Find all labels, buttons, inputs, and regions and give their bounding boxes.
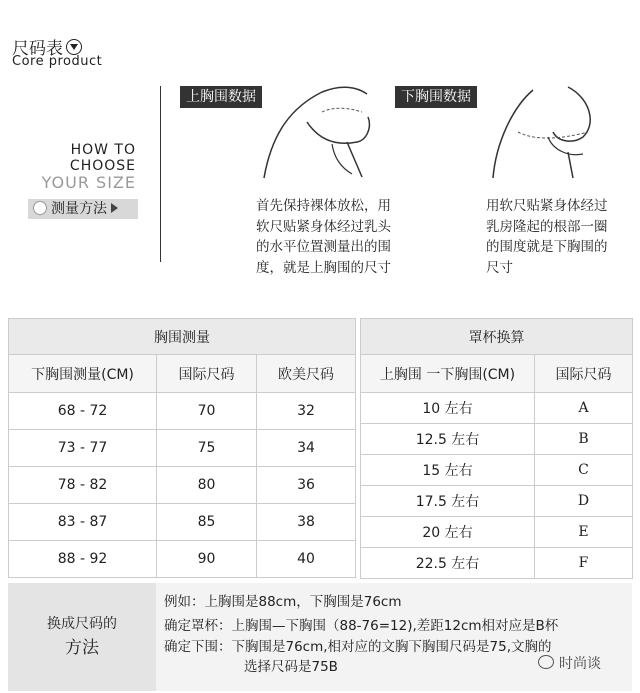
lower-bust-tag: 下胸围数据 xyxy=(395,86,477,108)
howto-line-3: YOUR SIZE xyxy=(41,173,136,192)
tape-icon xyxy=(33,201,47,215)
howto-line-1: HOW TO xyxy=(70,142,136,158)
table-row: 78 - 82 80 36 xyxy=(9,467,356,504)
table-row: 17.5 左右 D xyxy=(361,486,633,517)
column-header: 国际尺码 xyxy=(157,355,257,393)
table-title: 胸围测量 xyxy=(9,319,356,355)
upper-bust-tag: 上胸围数据 xyxy=(180,86,262,108)
upper-bust-illustration xyxy=(262,82,382,182)
lower-bust-desc: 用软尺贴紧身体经过 乳房隆起的根部一圈 的围度就是下胸围的 尺寸 xyxy=(486,198,608,276)
method-line: 选择尺码是75B xyxy=(244,659,338,675)
column-header: 国际尺码 xyxy=(535,355,633,393)
method-line: 确定下围：下胸围是76cm,相对应的文胸下胸围尺码是75,文胸的 xyxy=(164,639,552,655)
column-header: 欧美尺码 xyxy=(257,355,356,393)
arrow-right-icon xyxy=(111,203,118,213)
column-header: 下胸围测量(CM) xyxy=(9,355,157,393)
watermark: 时尚谈 xyxy=(538,653,601,673)
table-row: 22.5 左右 F xyxy=(361,548,633,579)
cup-conversion-table xyxy=(360,318,633,579)
table-row: 83 - 87 85 38 xyxy=(9,504,356,541)
column-header: 上胸围 一下胸围(CM) xyxy=(361,355,535,393)
bust-measure-table xyxy=(8,318,356,578)
page-subtitle: Core product xyxy=(12,54,103,69)
method-line: 例如：上胸围是88cm，下胸围是76cm xyxy=(164,594,402,610)
method-label: 换成尺码的 方法 xyxy=(8,583,156,691)
method-line: 确定罩杯：上胸围—下胸围（88-76=12),差距12cm相对应是B杯 xyxy=(164,618,559,634)
page-title: 尺码表 xyxy=(12,34,82,59)
table-row: 88 - 92 90 40 xyxy=(9,541,356,578)
table-row: 73 - 77 75 34 xyxy=(9,430,356,467)
table-title: 罩杯换算 xyxy=(361,319,633,355)
table-row: 20 左右 E xyxy=(361,517,633,548)
table-row: 10 左右 A xyxy=(361,393,633,424)
measure-method-label: 测量方法 xyxy=(28,199,138,219)
table-row: 15 左右 C xyxy=(361,455,633,486)
chevron-down-icon xyxy=(66,39,82,55)
table-row: 12.5 左右 B xyxy=(361,424,633,455)
howto-line-2: CHOOSE xyxy=(69,158,136,174)
wechat-icon xyxy=(538,655,554,669)
upper-bust-desc: 首先保持裸体放松，用 软尺贴紧身体经过乳头 的水平位置测量出的围 度，就是上胸围的尺寸 xyxy=(256,198,391,276)
table-row: 68 - 72 70 32 xyxy=(9,393,356,430)
vertical-divider xyxy=(160,86,161,262)
lower-bust-illustration xyxy=(488,82,608,182)
